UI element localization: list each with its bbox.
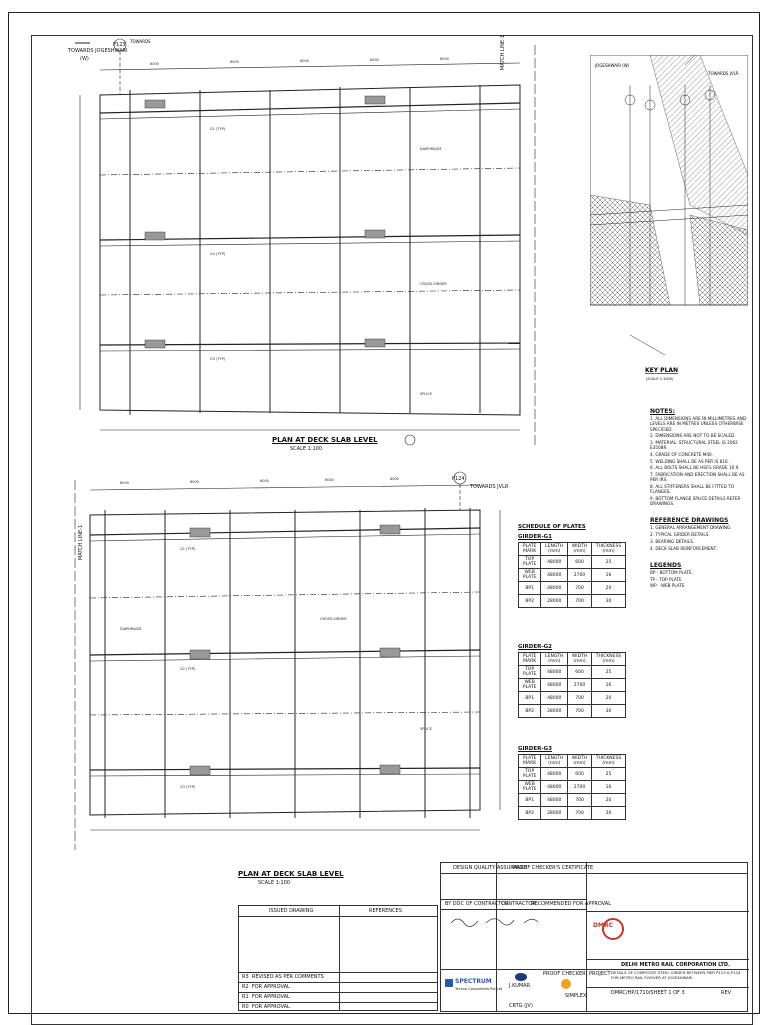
svg-text:G1 (TYP): G1 (TYP) xyxy=(180,547,196,551)
revision-row: R2 FOR APPROVAL xyxy=(242,984,290,990)
svg-text:6000: 6000 xyxy=(230,60,239,64)
svg-text:G3 (TYP): G3 (TYP) xyxy=(210,357,226,361)
bottom-direction: TOWARDS JVLR xyxy=(470,484,509,490)
reference-item: 1. GENERAL ARRANGEMENT DRAWING. xyxy=(650,525,732,531)
top-plan-drawing xyxy=(60,35,590,455)
note-item: 5. WELDING SHALL BE AS PER IS 816. xyxy=(650,458,729,464)
table-row: WEB PLATE 48000 2700 16 xyxy=(519,781,626,794)
table-row: TOP PLATE 48000 600 25 xyxy=(519,768,626,781)
schedule-table-g2: PLATE MARK LENGTH (mm) WIDTH (mm) THICKNESS (mm) TOP PLATE 48000 600 25 WEB PLATE 48000 2700 16 BP1 48000 700 20 BP2 28000 700 30 xyxy=(518,652,626,718)
bottom-pier-label: P124 xyxy=(452,476,465,482)
dmrc-label: DMRC xyxy=(593,922,613,929)
note-item: 2. DIMENSIONS ARE NOT TO BE SCALED. xyxy=(650,433,736,439)
schedule-group-name: GIRDER-G2 xyxy=(518,644,552,650)
schedule-table-g3: PLATE MARK LENGTH (mm) WIDTH (mm) THICKNESS (mm) TOP PLATE 48000 600 25 WEB PLATE 48000 2700 16 BP1 48000 700 20 BP2 28000 700 30 xyxy=(518,754,626,820)
proof-cert-label: PROOF CHECKER'S CERTIFICATE xyxy=(513,865,594,871)
table-row: BP1 48000 700 20 xyxy=(519,582,626,595)
simplex-logo-icon xyxy=(561,979,571,989)
svg-text:G2 (TYP): G2 (TYP) xyxy=(180,667,196,671)
schedule-group-name: GIRDER-G1 xyxy=(518,534,552,540)
note-item: 9. BOTTOM FLANGE SPLICE DETAILS REFER DRAWINGS. xyxy=(650,495,741,507)
schedule-table-g1: PLATE MARK LENGTH (mm) WIDTH (mm) THICKNESS (mm) TOP PLATE 48000 600 25 WEB PLATE 48000 2700 16 BP1 48000 700 20 BP2 28000 700 30 xyxy=(518,542,626,608)
note-item: 7. FABRICATION AND ERECTION SHALL BE AS PER IRS. xyxy=(650,472,745,483)
spectrum-logo-icon xyxy=(445,979,453,987)
svg-text:6000: 6000 xyxy=(300,59,309,63)
svg-text:6000: 6000 xyxy=(440,57,449,61)
by-ddc-label: BY DDC OF CONTRACTOR xyxy=(445,901,509,907)
svg-text:G1 (TYP): G1 (TYP) xyxy=(210,127,226,131)
svg-text:SPLICE: SPLICE xyxy=(420,727,432,731)
table-row: BP2 28000 700 30 xyxy=(519,807,626,820)
notes-panel xyxy=(650,405,750,590)
key-plan-dir-right: TOWARDS JVLR xyxy=(708,71,739,76)
key-plan-title: KEY PLAN xyxy=(645,367,679,374)
revision-row: R3 REVISED AS PER COMMENTS xyxy=(242,974,324,980)
title-block xyxy=(440,862,748,1012)
bottom-plan-scale: SCALE 1:100 xyxy=(258,880,291,886)
legend-item: TP - TOP PLATE xyxy=(650,576,682,582)
svg-text:DIAPHRAGM: DIAPHRAGM xyxy=(120,627,142,631)
svg-text:G2 (TYP): G2 (TYP) xyxy=(210,252,226,256)
signature-marks xyxy=(446,913,581,929)
crtg-name: CRTG (JV) xyxy=(509,1003,533,1009)
top-pier-label: P123 xyxy=(113,42,126,48)
key-plan-scale: (SCALE 1:1000) xyxy=(646,377,674,381)
jkumar-logo-icon xyxy=(515,973,527,981)
table-row: BP1 48000 700 20 xyxy=(519,692,626,705)
drawing-number: DMRC/HP/1710/SHEET 1 OF 3 xyxy=(611,990,685,996)
rev-label: REV xyxy=(721,990,732,996)
reference-title: REFERENCE DRAWINGS xyxy=(650,517,729,525)
svg-text:6000: 6000 xyxy=(390,477,399,481)
revision-row: R0 FOR APPROVAL xyxy=(242,1004,290,1010)
spectrum-sub: Techno Consultants Pvt Ltd xyxy=(455,987,503,991)
revision-block xyxy=(238,905,438,1011)
top-direction: TOWARDS JOGESHWARI xyxy=(68,48,128,54)
simplex-name: SIMPLEX xyxy=(565,993,587,999)
references-title: REFERENCES xyxy=(369,908,402,914)
spectrum-name: SPECTRUM xyxy=(455,978,492,985)
top-direction-w: (W) xyxy=(80,56,89,62)
reference-item: 3. BEARING DETAILS. xyxy=(650,538,695,544)
key-plan-dir-left: JOGESHWARI (W) xyxy=(595,63,630,68)
key-plan-drawing xyxy=(590,55,748,385)
table-row: TOP PLATE 48000 600 25 xyxy=(519,666,626,679)
note-item: 1. ALL DIMENSIONS ARE IN MILLIMETRES AND LEVELS ARE IN METRES UNLESS OTHERWISE SPECIFIED. xyxy=(650,416,747,432)
contractor-label: CONTRACTOR xyxy=(501,901,536,907)
legend-item: BP - BOTTOM PLATE xyxy=(650,569,692,575)
notes-title: NOTES: xyxy=(650,408,676,415)
svg-text:DIAPHRAGM: DIAPHRAGM xyxy=(420,147,442,151)
svg-text:6000: 6000 xyxy=(120,481,129,485)
table-row: WEB PLATE 48000 2700 16 xyxy=(519,569,626,582)
table-row: TOP PLATE 48000 600 25 xyxy=(519,556,626,569)
svg-text:6000: 6000 xyxy=(190,480,199,484)
svg-text:G3 (TYP): G3 (TYP) xyxy=(180,785,196,789)
schedule-title: SCHEDULE OF PLATES xyxy=(518,524,586,530)
note-item: 8. ALL STIFFENERS SHALL BE FITTED TO FLANGES. xyxy=(650,483,735,495)
svg-text:SPLICE: SPLICE xyxy=(420,392,432,396)
project-label: PROJECT xyxy=(589,971,611,977)
schedule-group-name: GIRDER-G3 xyxy=(518,746,552,752)
bottom-plan-title: PLAN AT DECK SLAB LEVEL xyxy=(238,870,344,878)
recommended-label: RECOMMENDED FOR APPROVAL xyxy=(531,901,611,907)
svg-text:CROSS GIRDER: CROSS GIRDER xyxy=(420,282,447,286)
note-item: 6. ALL BOLTS SHALL BE HSFG GRADE 10.9. xyxy=(650,465,740,471)
drawing-title: DETAILS OF COMPOSITE STEEL GIRDER BETWEEN PIER P123 & P124 FOR METRO RAIL FLYOVER AT JOGESHWARI xyxy=(611,970,741,980)
company-name: DELHI METRO RAIL CORPORATION LTD. xyxy=(621,962,730,968)
proof-checker-label: PROOF CHECKER xyxy=(543,971,586,977)
legend-item: WP - WEB PLATE xyxy=(650,583,685,589)
reference-item: 4. DECK SLAB REINFORCEMENT. xyxy=(650,545,718,551)
top-match-line: MATCH LINE-1 xyxy=(500,34,506,70)
table-row: BP1 48000 700 20 xyxy=(519,794,626,807)
note-item: 4. GRADE OF CONCRETE M40. xyxy=(650,451,714,457)
top-plan-scale: SCALE 1:100 xyxy=(290,446,323,452)
issued-drawing-title: ISSUED DRAWING xyxy=(269,908,314,914)
table-row: BP2 28000 700 30 xyxy=(519,705,626,718)
design-qa-label: DESIGN QUALITY ASSURANCE xyxy=(453,865,528,871)
svg-text:6000: 6000 xyxy=(150,62,159,66)
note-item: 3. MATERIAL: STRUCTURAL STEEL IS 2062 E350BR. xyxy=(650,440,738,451)
legend-title: LEGENDS xyxy=(650,561,682,569)
svg-text:6000: 6000 xyxy=(260,479,269,483)
jkumar-name: J.KUMAR xyxy=(509,983,531,989)
svg-text:6000: 6000 xyxy=(325,478,334,482)
bottom-match-line: MATCH LINE-1 xyxy=(78,524,84,560)
bottom-plan-drawing xyxy=(60,470,520,865)
table-row: BP2 28000 700 30 xyxy=(519,595,626,608)
svg-text:CROSS GIRDER: CROSS GIRDER xyxy=(320,617,347,621)
top-plan-title: PLAN AT DECK SLAB LEVEL xyxy=(272,436,378,444)
table-row: WEB PLATE 48000 2700 16 xyxy=(519,679,626,692)
svg-text:6000: 6000 xyxy=(370,58,379,62)
reference-item: 2. TYPICAL GIRDER DETAILS. xyxy=(650,532,710,538)
dmrc-logo-icon xyxy=(602,918,624,940)
svg-text:TOWARDS: TOWARDS xyxy=(130,39,151,44)
revision-row: R1 FOR APPROVAL xyxy=(242,994,290,1000)
